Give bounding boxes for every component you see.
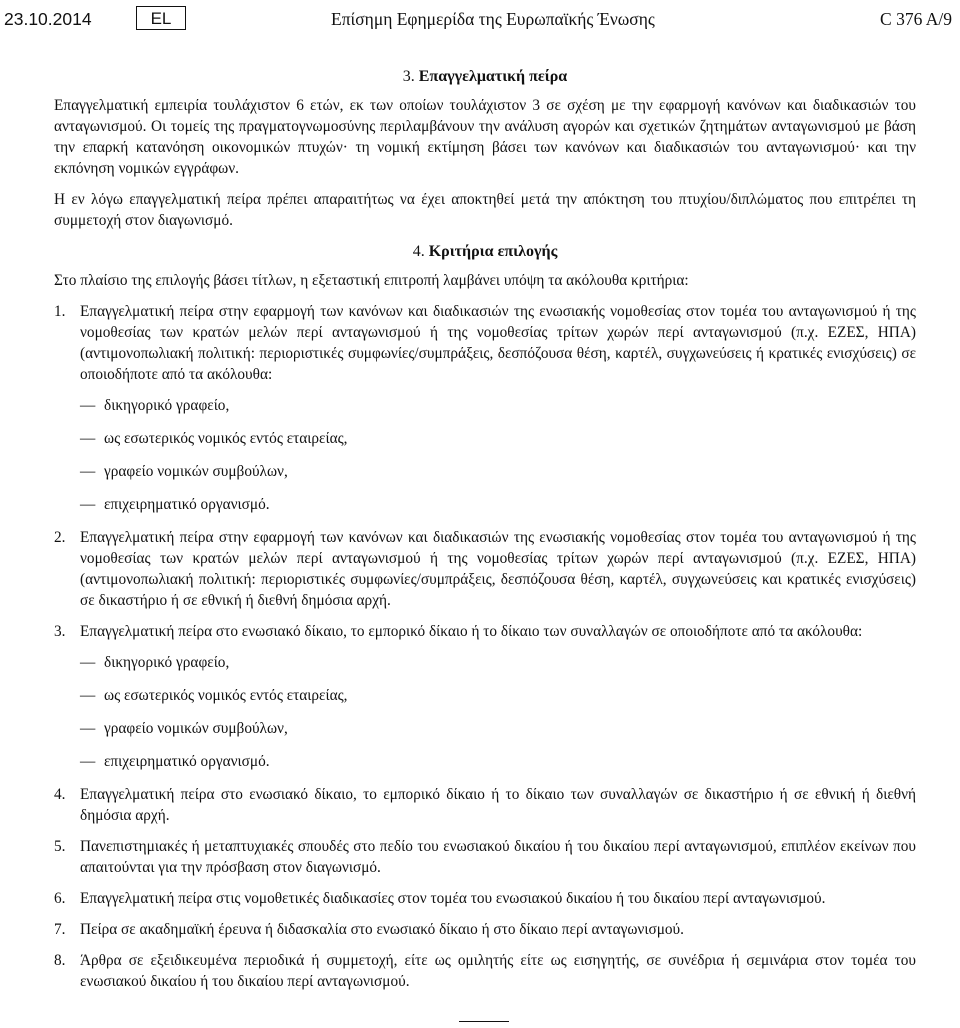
criterion-text: Επαγγελματική πείρα στην εφαρμογή των κανόνων και διαδικασιών της ενωσιακής νομοθεσίας στον τομέα του ανταγωνισμού ή της νομοθεσίας των κρατών μελών περί ανταγωνισμού ή της νομοθεσίας τρίτων χωρών περί ανταγωνισμού (π.χ. ΕΖΕΣ, ΗΠΑ) (αντιμονοπωλιακή πολιτική: περιοριστικές συμφωνίες/συμπράξεις, δεσπόζουσα θέση, καρτέλ, συγχωνεύσεις και κρατικές ενισχύσεις) σε δικαστήριο ή σε εθνική ή διεθνή δημόσια αρχή. bbox=[80, 529, 916, 609]
criterion-number: 8. bbox=[54, 952, 66, 969]
dash-item-text: γραφείο νομικών συμβούλων, bbox=[104, 720, 288, 737]
criterion-text: Πανεπιστημιακές ή μεταπτυχιακές σπουδές στο πεδίο του ενωσιακού δικαίου ή του δικαίου περί ανταγωνισμού, επιπλέον εκείνων που απαιτούνται για την πρόσβαση στον διαγωνισμό. bbox=[80, 838, 916, 876]
dash-item bbox=[54, 461, 916, 482]
criterion-number: 3. bbox=[54, 623, 66, 640]
criterion-number: 1. bbox=[54, 303, 66, 320]
dash-item bbox=[54, 685, 916, 706]
dash-glyph: — bbox=[80, 687, 96, 704]
dash-glyph: — bbox=[80, 720, 96, 737]
dash-item-text: γραφείο νομικών συμβούλων, bbox=[104, 463, 288, 480]
section-4-intro: Στο πλαίσιο της επιλογής βάσει τίτλων, η εξεταστική επιτροπή λαμβάνει υπόψη τα ακόλουθα κριτήρια: bbox=[54, 272, 689, 289]
criterion-text: Άρθρα σε εξειδικευμένα περιοδικά ή συμμετοχή, είτε ως ομιλητής είτε ως εισηγητής, σε συνέδρια ή σεμινάρια στον τομέα του ενωσιακού δικαίου ή του δικαίου περί ανταγωνισμού. bbox=[80, 952, 916, 990]
dash-item-text: δικηγορικό γραφείο, bbox=[104, 397, 230, 414]
criterion-text: Πείρα σε ακαδημαϊκή έρευνα ή διδασκαλία στο ενωσιακό δίκαιο ή στο δίκαιο περί ανταγωνισμού. bbox=[80, 921, 684, 938]
criterion-text: Επαγγελματική πείρα στο ενωσιακό δίκαιο, το εμπορικό δίκαιο ή το δίκαιο των συναλλαγών σε δικαστήριο ή σε εθνική ή διεθνή δημόσια αρχή. bbox=[80, 786, 916, 824]
dash-glyph: — bbox=[80, 397, 96, 414]
criterion-item bbox=[54, 301, 916, 385]
criterion-item bbox=[54, 950, 916, 992]
section-4-title: Κριτήρια επιλογής bbox=[428, 243, 558, 260]
dash-glyph: — bbox=[80, 430, 96, 447]
dash-item-text: ως εσωτερικός νομικός εντός εταιρείας, bbox=[104, 687, 348, 704]
dash-glyph: — bbox=[80, 463, 96, 480]
criterion-number: 4. bbox=[54, 786, 66, 803]
document-body bbox=[54, 66, 916, 1002]
criterion-number: 2. bbox=[54, 529, 66, 546]
dash-item bbox=[54, 494, 916, 515]
section-4-heading bbox=[54, 241, 916, 262]
criterion-item bbox=[54, 919, 916, 940]
criterion-item bbox=[54, 888, 916, 909]
criterion-text: Επαγγελματική πείρα στην εφαρμογή των κανόνων και διαδικασιών της ενωσιακής νομοθεσίας στον τομέα του ανταγωνισμού ή της νομοθεσίας των κρατών μελών περί ανταγωνισμού ή της νομοθεσίας τρίτων χωρών περί ανταγωνισμού (π.χ. ΕΖΕΣ, ΗΠΑ) (αντιμονοπωλιακή πολιτική: περιοριστικές συμφωνίες/συμπράξεις, δεσπόζουσα θέση, καρτέλ, συγχωνεύσεις ή κρατικές ενισχύσεις) σε οποιοδήποτε από τα ακόλουθα: bbox=[80, 303, 916, 383]
criterion-item bbox=[54, 621, 916, 642]
dash-item bbox=[54, 718, 916, 739]
dash-item-text: ως εσωτερικός νομικός εντός εταιρείας, bbox=[104, 430, 348, 447]
criterion-item bbox=[54, 784, 916, 826]
section-3-paragraph-1: Επαγγελματική εμπειρία τουλάχιστον 6 ετών, εκ των οποίων τουλάχιστον 3 σε σχέση με την εφαρμογή κανόνων και διαδικασιών του ανταγωνισμού. Οι τομείς της πραγματογνωμοσύνης περιλαμβάνουν την ανάλυση αγορών και σχετικών ζητημάτων ανταγωνισμού με βάση την επαρκή κατανόηση οικονομικών πτυχών· τη νομική εκτίμηση βάσει των κανόνων και διαδικασιών του ανταγωνισμού· και την εκπόνηση νομικών εγγράφων. bbox=[54, 97, 916, 177]
dash-item bbox=[54, 428, 916, 449]
section-3-number: 3. bbox=[402, 68, 415, 85]
dash-item bbox=[54, 652, 916, 673]
dash-glyph: — bbox=[80, 753, 96, 770]
dash-item bbox=[54, 751, 916, 772]
page-reference: C 376 A/9 bbox=[880, 9, 952, 29]
page-header bbox=[0, 6, 960, 34]
dash-item-text: επιχειρηματικό οργανισμό. bbox=[104, 496, 270, 513]
dash-glyph: — bbox=[80, 654, 96, 671]
journal-title: Επίσημη Εφημερίδα της Ευρωπαϊκής Ένωσης bbox=[331, 9, 655, 29]
criterion-item bbox=[54, 527, 916, 611]
section-3-title: Επαγγελματική πείρα bbox=[418, 68, 568, 85]
section-3-paragraph-2: Η εν λόγω επαγγελματική πείρα πρέπει απαραιτήτως να έχει αποκτηθεί μετά την απόκτηση του πτυχίου/διπλώματος που επιτρέπει τη συμμετοχή στον διαγωνισμό. bbox=[54, 191, 916, 229]
dash-item bbox=[54, 395, 916, 416]
criterion-number: 5. bbox=[54, 838, 66, 855]
dash-item-text: επιχειρηματικό οργανισμό. bbox=[104, 753, 270, 770]
dash-glyph: — bbox=[80, 496, 96, 513]
footer-divider bbox=[459, 1021, 509, 1022]
section-4-number: 4. bbox=[412, 243, 425, 260]
criterion-text: Επαγγελματική πείρα στις νομοθετικές διαδικασίες στον τομέα του ενωσιακού δικαίου ή του δικαίου περί ανταγωνισμού. bbox=[80, 890, 826, 907]
publication-date: 23.10.2014 bbox=[4, 9, 92, 29]
criterion-text: Επαγγελματική πείρα στο ενωσιακό δίκαιο, το εμπορικό δίκαιο ή το δίκαιο των συναλλαγών σε οποιοδήποτε από τα ακόλουθα: bbox=[80, 623, 863, 640]
criterion-item bbox=[54, 836, 916, 878]
section-3-heading bbox=[54, 66, 916, 87]
criterion-number: 6. bbox=[54, 890, 66, 907]
language-code-box: EL bbox=[136, 6, 186, 30]
criterion-number: 7. bbox=[54, 921, 66, 938]
dash-item-text: δικηγορικό γραφείο, bbox=[104, 654, 230, 671]
